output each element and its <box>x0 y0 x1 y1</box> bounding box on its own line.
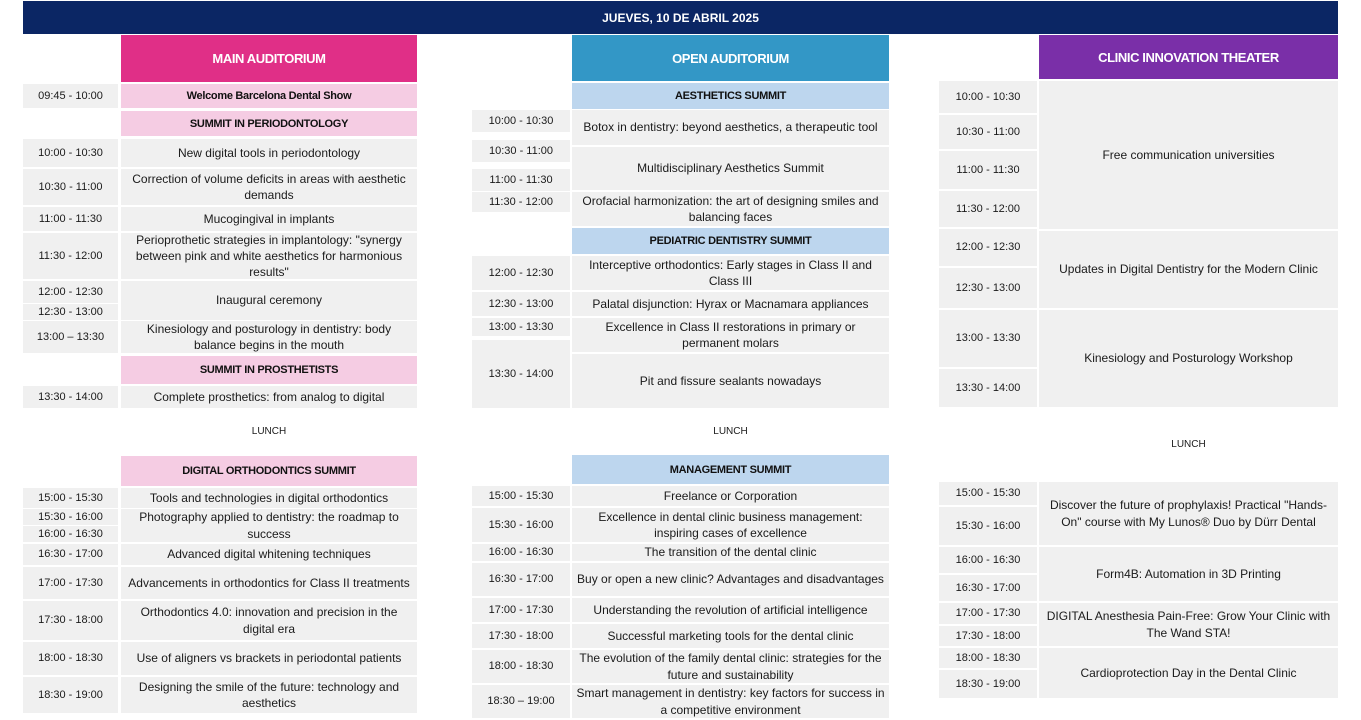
time-slot: 16:30 - 17:00 <box>939 575 1037 601</box>
session: The evolution of the family dental clinic: strategies for the future and sustainability <box>572 650 889 683</box>
time-slot: 13:00 - 13:30 <box>472 318 570 336</box>
time-slot: 16:00 - 16:30 <box>939 547 1037 573</box>
time-slot: 18:00 - 18:30 <box>939 648 1037 668</box>
time-slot: 15:30 - 16:00 <box>939 507 1037 545</box>
session: Use of aligners vs brackets in periodontal patients <box>121 642 417 675</box>
lunch-label: LUNCH <box>1171 439 1206 450</box>
session: Mucogingival in implants <box>121 207 417 231</box>
time-slot: 16:30 - 17:00 <box>23 544 118 565</box>
time-slot: 10:30 - 11:00 <box>472 140 570 162</box>
time-slot: 13:00 – 13:30 <box>23 321 118 353</box>
session: Advanced digital whitening techniques <box>121 544 417 565</box>
time-slot: 18:00 - 18:30 <box>23 642 118 675</box>
session: Buy or open a new clinic? Advantages and disadvantages <box>572 563 889 596</box>
session: Excellence in Class II restorations in primary or permanent molars <box>572 318 889 352</box>
time-slot: 11:30 - 12:00 <box>23 233 118 279</box>
time-slot: 12:30 - 13:00 <box>23 304 118 320</box>
time-slot: 18:30 - 19:00 <box>23 677 118 713</box>
time-slot: 12:30 - 13:00 <box>939 268 1037 308</box>
lunch-label: LUNCH <box>251 426 287 437</box>
session: Multidisciplinary Aesthetics Summit <box>572 147 889 190</box>
time-slot: 11:00 - 11:30 <box>472 169 570 191</box>
session: Understanding the revolution of artificial intelligence <box>572 598 889 622</box>
session: Advancements in orthodontics for Class II treatments <box>121 567 417 599</box>
time-slot: 13:30 - 14:00 <box>23 386 118 408</box>
time-slot: 15:00 - 15:30 <box>939 482 1037 505</box>
session: Excellence in dental clinic business management: inspiring cases of excellence <box>572 508 889 542</box>
time-slot: 11:00 - 11:30 <box>23 207 118 231</box>
session: Orofacial harmonization: the art of designing smiles and balancing faces <box>572 192 889 226</box>
main-auditorium-header: MAIN AUDITORIUM <box>121 35 417 82</box>
time-slot: 17:00 - 17:30 <box>472 598 570 622</box>
session: Cardioprotection Day in the Dental Clinic <box>1039 648 1338 698</box>
time-slot: 18:30 - 19:00 <box>939 670 1037 698</box>
session: Kinesiology and Posturology Workshop <box>1039 310 1338 407</box>
time-slot: 10:30 - 11:00 <box>939 115 1037 149</box>
time-slot: 15:30 - 16:00 <box>23 509 118 525</box>
time-slot: 13:30 - 14:00 <box>939 369 1037 407</box>
session: DIGITAL Anesthesia Pain-Free: Grow Your Clinic with The Wand STA! <box>1039 603 1338 646</box>
session: Designing the smile of the future: technology and aesthetics <box>121 677 417 713</box>
date-banner: JUEVES, 10 DE ABRIL 2025 <box>23 1 1338 34</box>
session: Interceptive orthodontics: Early stages in Class II and Class III <box>572 256 889 290</box>
session: Successful marketing tools for the dental clinic <box>572 624 889 648</box>
time-slot: 18:30 – 19:00 <box>472 685 570 718</box>
welcome-session: Welcome Barcelona Dental Show <box>121 84 417 108</box>
session: Form4B: Automation in 3D Printing <box>1039 547 1338 601</box>
time-slot: 15:00 - 15:30 <box>472 486 570 506</box>
time-slot: 15:30 - 16:00 <box>472 508 570 542</box>
session: The transition of the dental clinic <box>572 544 889 561</box>
time-slot: 12:00 - 12:30 <box>939 229 1037 266</box>
clinic-theater-header: CLINIC INNOVATION THEATER <box>1039 35 1338 79</box>
session: Photography applied to dentistry: the roadmap to success <box>121 509 417 542</box>
time-slot: 10:00 - 10:30 <box>939 81 1037 113</box>
time-slot: 15:00 - 15:30 <box>23 488 118 508</box>
section-pediatric: PEDIATRIC DENTISTRY SUMMIT <box>572 228 889 254</box>
time-slot: 17:00 - 17:30 <box>939 603 1037 624</box>
session: Palatal disjunction: Hyrax or Macnamara appliances <box>572 292 889 316</box>
time-slot: 17:30 - 18:00 <box>939 626 1037 646</box>
session: Smart management in dentistry: key factors for success in a competitive environment <box>572 685 889 718</box>
time-slot: 11:30 - 12:00 <box>472 192 570 212</box>
lunch-label: LUNCH <box>713 426 748 437</box>
session: New digital tools in periodontology <box>121 139 417 167</box>
session: Inaugural ceremony <box>121 281 417 320</box>
session: Updates in Digital Dentistry for the Modern Clinic <box>1039 231 1338 308</box>
session: Kinesiology and posturology in dentistry: body balance begins in the mouth <box>121 321 417 353</box>
time-slot: 10:00 - 10:30 <box>472 110 570 132</box>
time-slot: 13:00 - 13:30 <box>939 310 1037 367</box>
time-slot: 11:30 - 12:00 <box>939 191 1037 227</box>
session: Orthodontics 4.0: innovation and precision in the digital era <box>121 601 417 640</box>
section-prosthetists: SUMMIT IN PROSTHETISTS <box>121 356 417 384</box>
section-digital-orthodontics: DIGITAL ORTHODONTICS SUMMIT <box>121 456 417 486</box>
time-slot: 17:30 - 18:00 <box>472 624 570 648</box>
time-slot: 16:30 - 17:00 <box>472 563 570 596</box>
section-management: MANAGEMENT SUMMIT <box>572 455 889 484</box>
time-slot: 17:00 - 17:30 <box>23 567 118 599</box>
time-slot: 16:00 - 16:30 <box>472 544 570 561</box>
session: Pit and fissure sealants nowadays <box>572 354 889 408</box>
time-slot: 10:00 - 10:30 <box>23 139 118 167</box>
open-auditorium-header: OPEN AUDITORIUM <box>572 35 889 81</box>
time-slot: 13:30 - 14:00 <box>472 340 570 408</box>
time-slot: 09:45 - 10:00 <box>23 84 118 108</box>
session: Complete prosthetics: from analog to digital <box>121 386 417 408</box>
session: Perioprothetic strategies in implantology: "synergy between pink and white aesthetics for harmonious results" <box>121 233 417 279</box>
time-slot: 12:00 - 12:30 <box>472 256 570 290</box>
session: Correction of volume deficits in areas with aesthetic demands <box>121 169 417 205</box>
section-aesthetics: AESTHETICS SUMMIT <box>572 83 889 109</box>
time-slot: 12:30 - 13:00 <box>472 292 570 316</box>
time-slot: 16:00 - 16:30 <box>23 526 118 542</box>
time-slot: 11:00 - 11:30 <box>939 151 1037 189</box>
session: Tools and technologies in digital orthodontics <box>121 488 417 508</box>
time-slot: 17:30 - 18:00 <box>23 601 118 640</box>
session: Freelance or Corporation <box>572 486 889 506</box>
session: Botox in dentistry: beyond aesthetics, a therapeutic tool <box>572 110 889 145</box>
session: Free communication universities <box>1039 81 1338 229</box>
session: Discover the future of prophylaxis! Practical "Hands-On" course with My Lunos® Duo by Dürr Dental <box>1039 482 1338 545</box>
time-slot: 12:00 - 12:30 <box>23 281 118 303</box>
section-periodontology: SUMMIT IN PERIODONTOLOGY <box>121 111 417 136</box>
time-slot: 18:00 - 18:30 <box>472 650 570 683</box>
time-slot: 10:30 - 11:00 <box>23 169 118 205</box>
